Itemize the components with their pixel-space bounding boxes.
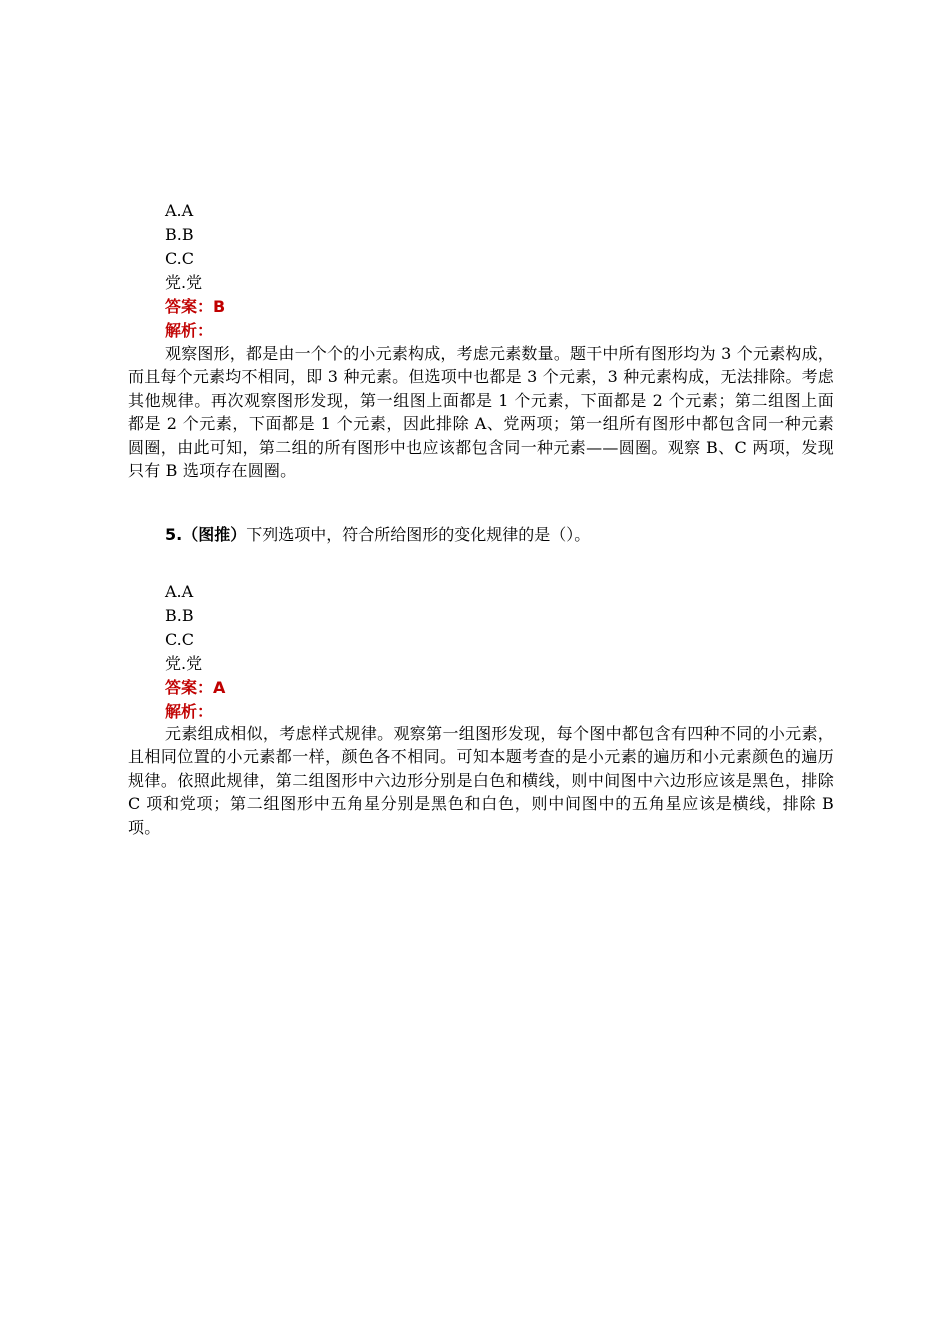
q4-option-d: 党.党 (165, 273, 203, 292)
q5-analysis-text: 元素组成相似，考虑样式规律。观察第一组图形发现，每个图中都包含有四种不同的小元素，且相同位置的小元素都一样，颜色各不相同。可知本题考查的是小元素的遍历和小元素颜色的遍历规律。依照此规律，第二组图形中六边形分别是白色和横线，则中间图中六边形应该是黑色，排除 C 项和党项；第二组图形中五角星分别是黑色和白色，则中间图中的五角星应该是横线，排除 B 项。 (128, 724, 834, 837)
q4-option-a: A.A (165, 201, 194, 220)
q5-option-a: A.A (165, 582, 194, 601)
q5-title (165, 523, 590, 547)
q4-analysis-label: 解析： (165, 321, 214, 340)
q5-analysis-label: 解析： (165, 702, 214, 721)
q4-option-c: C.C (165, 249, 194, 268)
q4-option-b: B.B (165, 225, 194, 244)
q5-option-b: B.B (165, 606, 194, 625)
q4-analysis-text: 观察图形，都是由一个个的小元素构成，考虑元素数量。题干中所有图形均为 3 个元素构成，而且每个元素均不相同，即 3 种元素。但选项中也都是 3 个元素，3 种元素构成，无法排除。考虑其他规律。再次观察图形发现，第一组图上面都是 1 个元素，下面都是 2 个元素；第二组图上面都是 2 个元素，下面都是 1 个元素，因此排除 A、党两项；第一组所有图形中都包含同一种元素圆圈，由此可知，第二组的所有图形中也应该都包含同一种元素——圆圈。观察 B、C 两项，发现只有 B 选项存在圆圈。 (128, 344, 834, 481)
q5-question: 下列选项中，符合所给图形的变化规律的是（）。 (246, 525, 591, 544)
q5-number: 5.（图推） (165, 525, 247, 544)
q4-answer: 答案：B (165, 297, 226, 316)
q5-answer: 答案：A (165, 678, 226, 697)
q5-option-c: C.C (165, 630, 194, 649)
q5-option-d: 党.党 (165, 654, 203, 673)
